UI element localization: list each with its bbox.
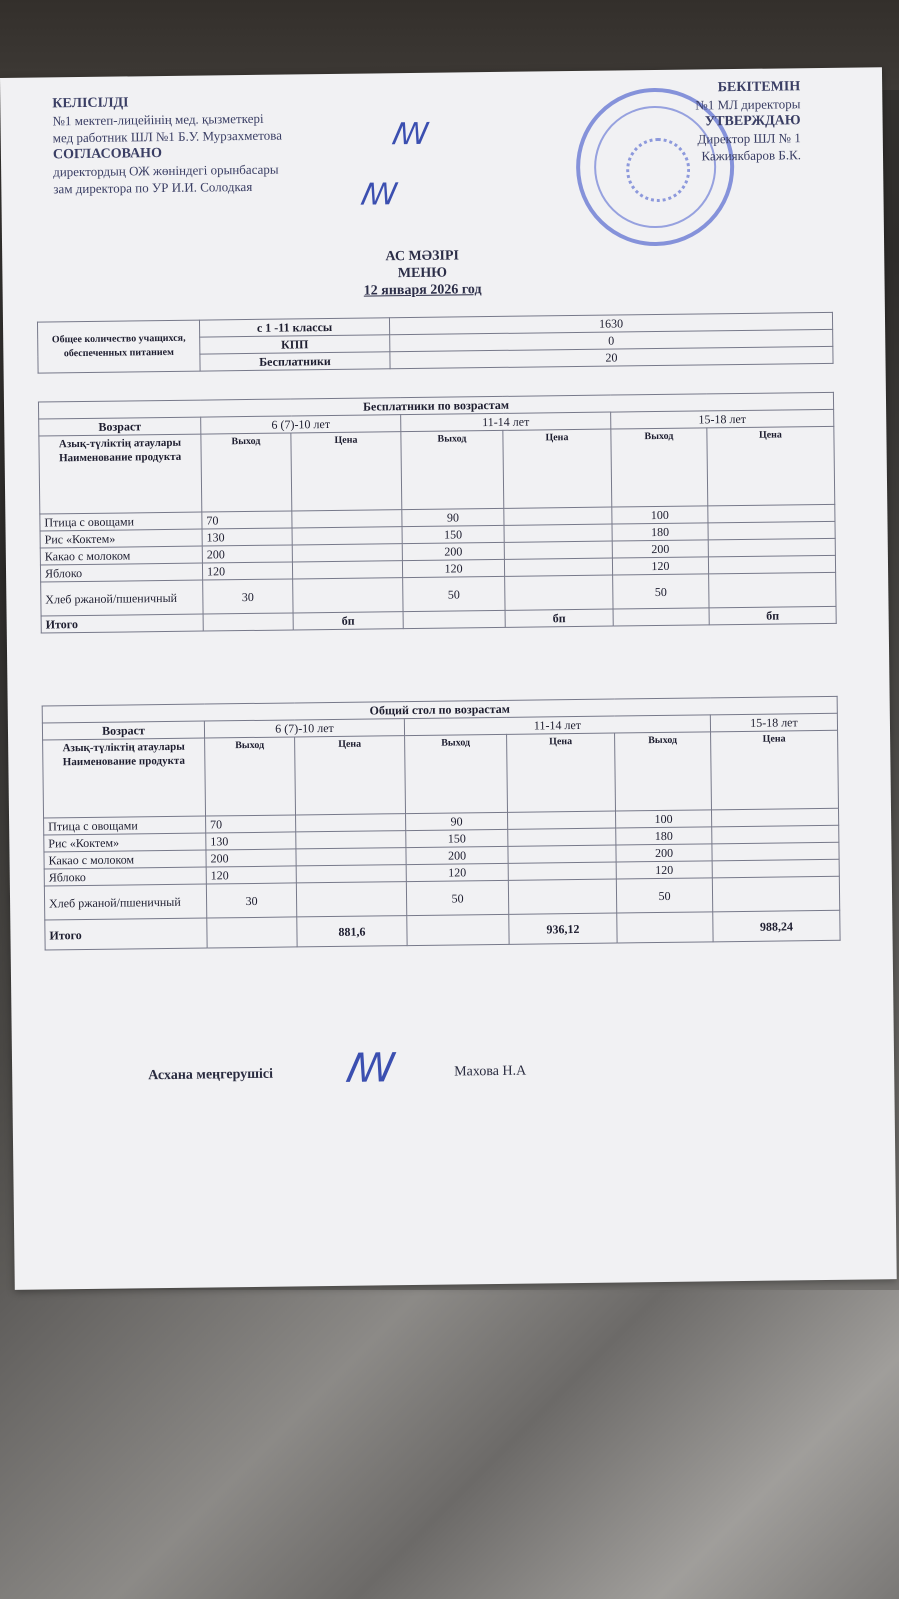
portion-value: 200: [406, 846, 508, 864]
summary-row-name: Бесплатники: [200, 352, 390, 371]
price-cell: [296, 814, 406, 832]
column-header-price: Цена: [707, 426, 835, 506]
price-cell: [292, 510, 402, 528]
age-group: 15-18 лет: [710, 713, 837, 732]
price-cell: [505, 575, 613, 610]
total-label: Итого: [41, 614, 203, 633]
age-group: 6 (7)-10 лет: [201, 415, 401, 434]
approve-ru-label: УТВЕРЖДАЮ: [704, 113, 801, 130]
deputy-signature-icon: ꟿ: [361, 177, 398, 213]
age-label: Возраст: [42, 721, 204, 740]
canteen-head-name: Махова Н.А: [454, 1063, 527, 1080]
price-cell: [504, 524, 612, 542]
director-ru-line: Директор ШЛ № 1: [697, 130, 801, 147]
deputy-kz-line: директордың ОЖ жөніндегі орынбасары: [53, 161, 279, 180]
price-cell: [292, 544, 402, 562]
price-cell: [293, 578, 403, 613]
total-value: 936,12: [509, 913, 617, 944]
agreed-ru-label: СОГЛАСОВАНО: [52, 146, 163, 163]
price-cell: [711, 808, 838, 827]
product-name: Какао с молоком: [44, 850, 206, 869]
price-cell: [504, 507, 612, 525]
summary-row-name: КПП: [200, 335, 390, 354]
portion-value: 30: [206, 883, 296, 918]
age-group: 11-14 лет: [404, 715, 710, 736]
column-header-price: Цена: [295, 736, 406, 815]
portion-value: 100: [612, 506, 708, 524]
title-ru: МЕНЮ: [397, 265, 448, 282]
medic-kz-line: №1 мектеп-лицейінің мед. қызметкері: [52, 110, 264, 129]
menu-date: 12 января 2026 год: [363, 282, 482, 299]
summary-row-value: 20: [390, 346, 833, 368]
approve-kz-label: БЕКІТЕМІН: [717, 79, 801, 96]
free-meals-table: [38, 392, 837, 634]
portion-value: 120: [612, 557, 708, 575]
empty-cell: [613, 608, 709, 626]
portion-value: 90: [406, 812, 508, 830]
approval-right-block: [695, 78, 801, 164]
canteen-head-role: Асхана меңгерушісі: [148, 1066, 274, 1084]
summary-label: Общее количество учащихся, обеспеченных питанием: [37, 320, 200, 373]
total-value: бп: [505, 609, 613, 627]
empty-cell: [403, 610, 505, 628]
canteen-head-signature-icon: ꟿ: [346, 1045, 396, 1092]
price-cell: [712, 825, 839, 844]
portion-value: 120: [202, 562, 292, 580]
column-header-out: Выход: [401, 430, 504, 509]
column-header-out: Выход: [405, 734, 508, 813]
approval-left-block: [52, 93, 282, 198]
price-cell: [508, 862, 616, 880]
price-cell: [712, 842, 839, 861]
portion-value: 50: [613, 574, 709, 609]
product-header: Азық-түліктің атаулары Наименование продукта: [43, 738, 206, 818]
column-header-out: Выход: [615, 732, 712, 811]
product-name: Птица с овощами: [40, 512, 202, 531]
price-cell: [296, 865, 406, 883]
portion-value: 180: [612, 523, 708, 541]
age-group: 15-18 лет: [611, 409, 834, 429]
total-value: 881,6: [297, 916, 407, 947]
summary-row-name: с 1 -11 классы: [199, 318, 389, 337]
product-name: Птица с овощами: [44, 816, 206, 835]
column-header-price: Цена: [507, 733, 616, 812]
portion-value: 120: [402, 559, 504, 577]
empty-cell: [407, 914, 509, 945]
portion-value: 50: [616, 878, 712, 913]
price-cell: [292, 527, 402, 545]
product-name: Яблоко: [44, 867, 206, 886]
price-cell: [508, 828, 616, 846]
column-header-out: Выход: [611, 428, 708, 507]
general-meals-table: [42, 696, 841, 951]
portion-value: 70: [202, 511, 292, 529]
summary-table: [37, 312, 834, 374]
column-header-out: Выход: [205, 737, 296, 816]
product-header: Азық-түліктің атаулары Наименование продукта: [39, 434, 202, 514]
deputy-ru-line: зам директора по УР И.И. Солодкая: [53, 178, 253, 197]
medic-signature-icon: ꟿ: [392, 116, 429, 153]
portion-value: 100: [616, 810, 712, 828]
portion-value: 200: [206, 849, 296, 867]
price-cell: [296, 882, 406, 917]
portion-value: 150: [402, 525, 504, 543]
table-title: Общий стол по возрастам: [42, 696, 837, 723]
product-name: Какао с молоком: [40, 546, 202, 565]
summary-row-value: 0: [390, 329, 833, 351]
price-cell: [708, 538, 835, 557]
total-value: бп: [293, 612, 403, 630]
portion-value: 200: [616, 844, 712, 862]
menu-document: [0, 67, 897, 1290]
age-group: 11-14 лет: [401, 412, 611, 432]
product-name: Хлеб ржаной/пшеничный: [44, 884, 206, 920]
medic-ru-line: мед работник ШЛ №1 Б.У. Мурзахметова: [52, 127, 283, 146]
price-cell: [708, 555, 835, 574]
price-cell: [508, 811, 616, 829]
product-name: Яблоко: [40, 563, 202, 582]
portion-value: 150: [406, 829, 508, 847]
price-cell: [712, 859, 839, 878]
column-header-price: Цена: [503, 429, 612, 508]
price-cell: [708, 521, 835, 540]
total-label: Итого: [45, 918, 207, 950]
title-kz: АС МӘЗІРІ: [385, 248, 460, 265]
portion-value: 120: [616, 861, 712, 879]
product-name: Рис «Коктем»: [40, 529, 202, 548]
director-name: Кажиякбаров Б.К.: [701, 147, 802, 164]
background-metal-surface: [0, 1290, 899, 1599]
total-value: 988,24: [713, 910, 840, 942]
portion-value: 30: [203, 579, 293, 614]
price-cell: [709, 572, 836, 608]
portion-value: 130: [202, 528, 292, 546]
price-cell: [504, 558, 612, 576]
portion-value: 180: [616, 827, 712, 845]
empty-cell: [207, 917, 297, 948]
portion-value: 90: [402, 508, 504, 526]
agreed-kz-label: КЕЛІСІЛДІ: [52, 95, 129, 112]
table-title: Бесплатники по возрастам: [38, 392, 833, 419]
director-kz-line: №1 МЛ директоры: [695, 96, 801, 113]
portion-value: 200: [612, 540, 708, 558]
portion-value: 130: [206, 832, 296, 850]
price-cell: [712, 876, 839, 912]
price-cell: [508, 845, 616, 863]
product-name: Рис «Коктем»: [44, 833, 206, 852]
portion-value: 120: [406, 863, 508, 881]
empty-cell: [617, 912, 713, 943]
price-cell: [504, 541, 612, 559]
price-cell: [708, 504, 835, 523]
column-header-price: Цена: [711, 730, 839, 810]
price-cell: [296, 831, 406, 849]
portion-value: 70: [206, 815, 296, 833]
empty-cell: [203, 613, 293, 631]
portion-value: 120: [206, 866, 296, 884]
product-name: Хлеб ржаной/пшеничный: [41, 580, 203, 616]
price-cell: [292, 561, 402, 579]
price-cell: [508, 879, 616, 914]
column-header-price: Цена: [291, 432, 402, 511]
age-label: Возраст: [39, 417, 201, 436]
age-group: 6 (7)-10 лет: [204, 719, 404, 738]
portion-value: 200: [202, 545, 292, 563]
price-cell: [296, 848, 406, 866]
column-header-out: Выход: [201, 433, 292, 512]
summary-row-value: 1630: [389, 312, 832, 334]
portion-value: 200: [402, 542, 504, 560]
portion-value: 50: [403, 576, 505, 611]
total-value: бп: [709, 606, 836, 625]
portion-value: 50: [406, 880, 508, 915]
